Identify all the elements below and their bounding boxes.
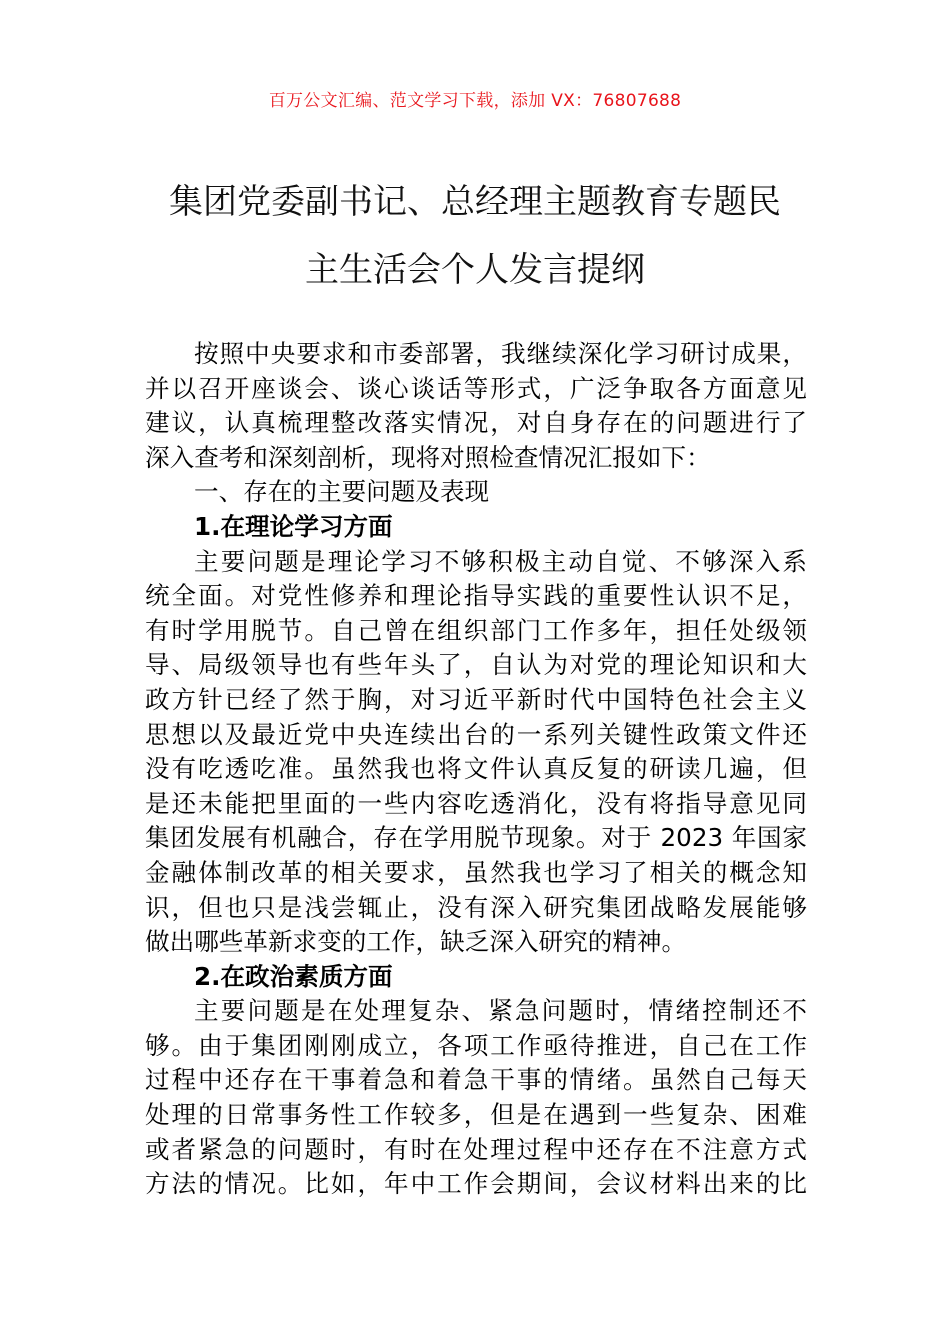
paragraph-line: 深入查考和深刻剖析，现将对照检查情况汇报如下： bbox=[145, 442, 711, 472]
paragraph-line: 思想以及最近党中央连续出台的一系列关键性政策文件还 bbox=[145, 719, 807, 749]
subsection-heading: 2.在政治素质方面 bbox=[194, 961, 393, 991]
paragraph-line: 识，但也只是浅尝辄止，没有深入研究集团战略发展能够 bbox=[145, 892, 807, 922]
header-promo-note: 百万公文汇编、范文学习下载，添加 VX：76807688 bbox=[268, 91, 682, 111]
document-title-line-2: 主生活会个人发言提纲 bbox=[305, 250, 645, 290]
paragraph-line: 主要问题是理论学习不够积极主动自觉、不够深入系 bbox=[194, 546, 807, 576]
paragraph-line: 过程中还存在干事着急和着急干事的情绪。虽然自己每天 bbox=[145, 1065, 807, 1095]
paragraph-line: 导、局级领导也有些年头了，自认为对党的理论知识和大 bbox=[145, 650, 807, 680]
paragraph-line: 建议，认真梳理整改落实情况，对自身存在的问题进行了 bbox=[145, 408, 807, 438]
paragraph-line: 并以召开座谈会、谈心谈话等形式，广泛争取各方面意见 bbox=[145, 373, 807, 403]
paragraph-line: 金融体制改革的相关要求，虽然我也学习了相关的概念知 bbox=[145, 857, 807, 887]
paragraph-line: 方法的情况。比如，年中工作会期间，会议材料出来的比 bbox=[145, 1169, 807, 1199]
paragraph-line: 处理的日常事务性工作较多，但是在遇到一些复杂、困难 bbox=[145, 1100, 807, 1130]
paragraph-line: 统全面。对党性修养和理论指导实践的重要性认识不足， bbox=[145, 581, 807, 611]
paragraph-line: 没有吃透吃准。虽然我也将文件认真反复的研读几遍，但 bbox=[145, 754, 807, 784]
document-title-line-1: 集团党委副书记、总经理主题教育专题民 bbox=[169, 182, 781, 222]
paragraph-line: 有时学用脱节。自己曾在组织部门工作多年，担任处级领 bbox=[145, 615, 807, 645]
paragraph-line: 是还未能把里面的一些内容吃透消化，没有将指导意见同 bbox=[145, 788, 807, 818]
paragraph-line: 集团发展有机融合，存在学用脱节现象。对于 2023 年国家 bbox=[145, 823, 807, 853]
paragraph-line: 够。由于集团刚刚成立，各项工作亟待推进，自己在工作 bbox=[145, 1030, 807, 1060]
paragraph-line: 做出哪些革新求变的工作，缺乏深入研究的精神。 bbox=[145, 927, 687, 957]
paragraph-line: 政方针已经了然于胸，对习近平新时代中国特色社会主义 bbox=[145, 684, 807, 714]
section-heading: 一、存在的主要问题及表现 bbox=[194, 477, 490, 507]
document-body bbox=[145, 337, 807, 1202]
paragraph-line: 按照中央要求和市委部署，我继续深化学习研讨成果， bbox=[194, 339, 807, 368]
paragraph-line: 或者紧急的问题时，有时在处理过程中还存在不注意方式 bbox=[145, 1134, 807, 1164]
subsection-heading: 1.在理论学习方面 bbox=[194, 511, 393, 541]
paragraph-line: 主要问题是在处理复杂、紧急问题时，情绪控制还不 bbox=[194, 996, 807, 1026]
